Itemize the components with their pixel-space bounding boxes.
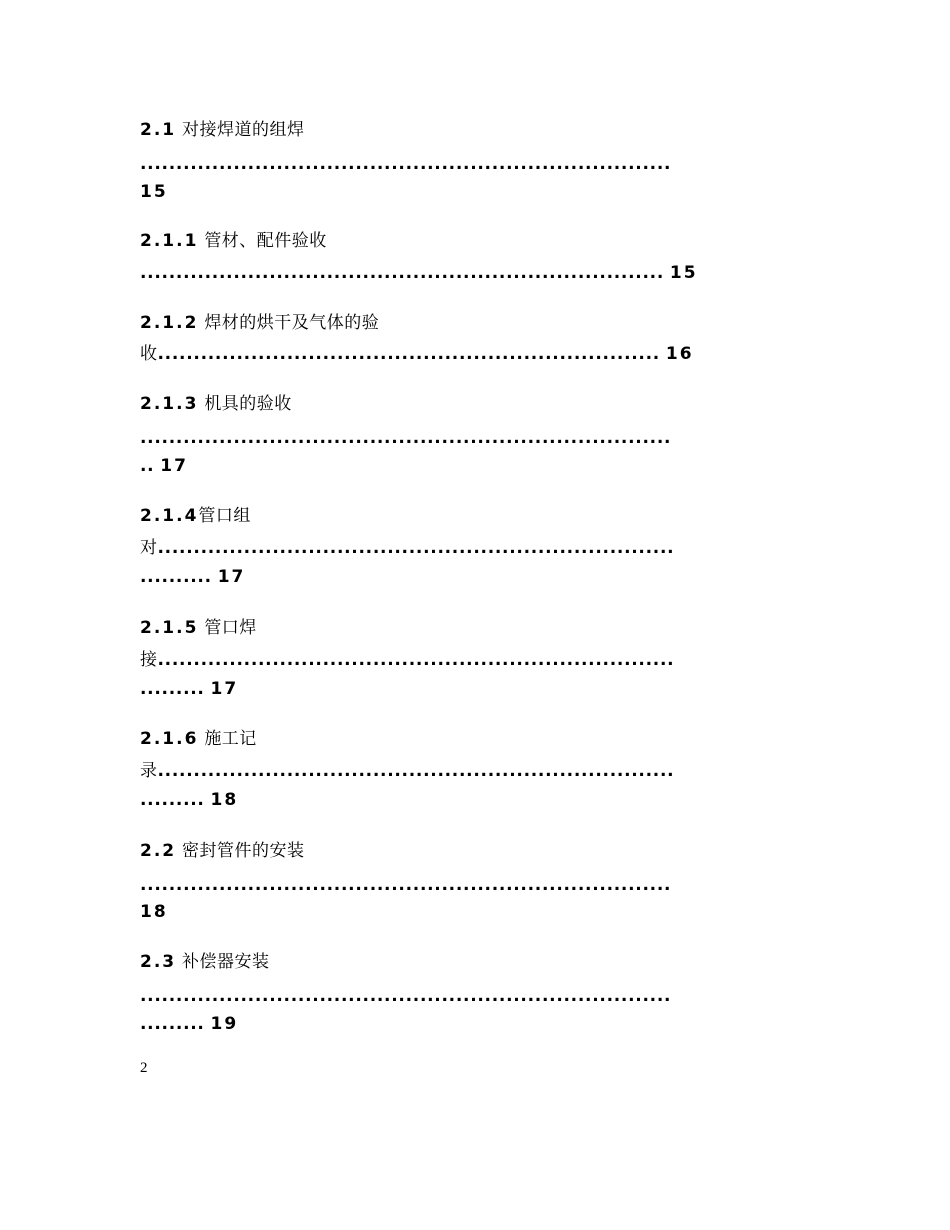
leader-dots: .. — [140, 456, 155, 476]
toc-entry-text-continued: 对 — [140, 538, 158, 558]
toc-entry-number: 2.1.5 — [140, 618, 199, 638]
toc-entry-number: 2.1.1 — [140, 231, 199, 251]
toc-entry-number: 2.2 — [140, 841, 177, 861]
toc-entry-title[interactable] — [140, 229, 327, 253]
toc-entry-text: 施工记 — [204, 729, 257, 749]
toc-page-number: 16 — [665, 344, 694, 364]
toc-entry-text: 管口组 — [198, 506, 251, 526]
toc-leader-dots — [140, 536, 674, 560]
leader-dots: ......................................................................... — [140, 263, 664, 283]
toc-page-line[interactable] — [140, 677, 238, 701]
toc-entry-number: 2.1.4 — [140, 506, 199, 526]
toc-leader-dots — [140, 984, 671, 1008]
leader-dots: .......................................................................... — [140, 154, 672, 174]
toc-entry-title[interactable] — [140, 950, 270, 974]
toc-page-line[interactable] — [140, 180, 168, 204]
toc-entry-number: 2.1.3 — [140, 394, 199, 414]
toc-page-line[interactable] — [140, 1012, 238, 1036]
footer-page-number: 2 — [140, 1060, 148, 1076]
toc-entry-title[interactable] — [140, 839, 305, 863]
toc-entry-number: 2.1.2 — [140, 313, 199, 333]
toc-leader-line[interactable] — [140, 261, 698, 285]
leader-dots: ......... — [140, 679, 205, 699]
toc-page-number: 18 — [210, 790, 239, 810]
toc-leader-dots — [140, 873, 671, 897]
toc-entry-text: 补偿器安装 — [182, 952, 270, 972]
toc-entry-title[interactable] — [140, 504, 251, 528]
toc-entry-text-continued: 收 — [140, 344, 158, 364]
toc-entry-title[interactable] — [140, 616, 257, 640]
leader-dots: ........................................................................ — [157, 650, 675, 670]
toc-entry-title[interactable] — [140, 727, 257, 751]
toc-entry-text: 管材、配件验收 — [204, 231, 327, 251]
toc-page-number: 15 — [669, 263, 698, 283]
toc-leader-dots — [140, 759, 674, 783]
toc-leader-dots — [140, 426, 671, 450]
toc-leader-dots — [140, 152, 671, 176]
toc-page-number: 18 — [140, 902, 168, 922]
toc-entry-number: 2.3 — [140, 952, 177, 972]
leader-dots: ......... — [140, 1014, 205, 1034]
leader-dots: ...................................................................... — [157, 344, 660, 364]
leader-dots: ........................................................................ — [157, 538, 675, 558]
leader-dots: ......... — [140, 790, 205, 810]
toc-leader-line[interactable] — [140, 342, 694, 366]
toc-entry-title[interactable] — [140, 392, 292, 416]
toc-entry-title[interactable] — [140, 118, 305, 142]
toc-page-line[interactable] — [140, 900, 168, 924]
leader-dots: .......................................................................... — [140, 875, 672, 895]
toc-leader-dots — [140, 648, 674, 672]
leader-dots: .......... — [140, 567, 212, 587]
toc-page-number: 17 — [160, 456, 188, 476]
leader-dots: .......................................................................... — [140, 986, 672, 1006]
toc-page-line[interactable] — [140, 788, 238, 812]
toc-page-number: 17 — [217, 567, 246, 587]
toc-entry-number: 2.1 — [140, 120, 177, 140]
toc-page-number: 19 — [210, 1014, 239, 1034]
toc-entry-text-continued: 录 — [140, 761, 158, 781]
toc-page-line[interactable] — [140, 565, 245, 589]
toc-page-line[interactable] — [140, 454, 188, 478]
leader-dots: ........................................................................ — [157, 761, 675, 781]
toc-entry-number: 2.1.6 — [140, 729, 199, 749]
toc-entry-text: 对接焊道的组焊 — [182, 120, 305, 140]
toc-entry-text: 机具的验收 — [204, 394, 292, 414]
toc-entry-text-continued: 接 — [140, 650, 158, 670]
toc-entry-title[interactable] — [140, 311, 379, 335]
toc-entry-text: 管口焊 — [204, 618, 257, 638]
toc-entry-text: 密封管件的安装 — [182, 841, 305, 861]
toc-page-number: 17 — [210, 679, 239, 699]
toc-page-number: 15 — [140, 182, 168, 202]
leader-dots: .......................................................................... — [140, 428, 672, 448]
toc-entry-text: 焊材的烘干及气体的验 — [204, 313, 380, 333]
